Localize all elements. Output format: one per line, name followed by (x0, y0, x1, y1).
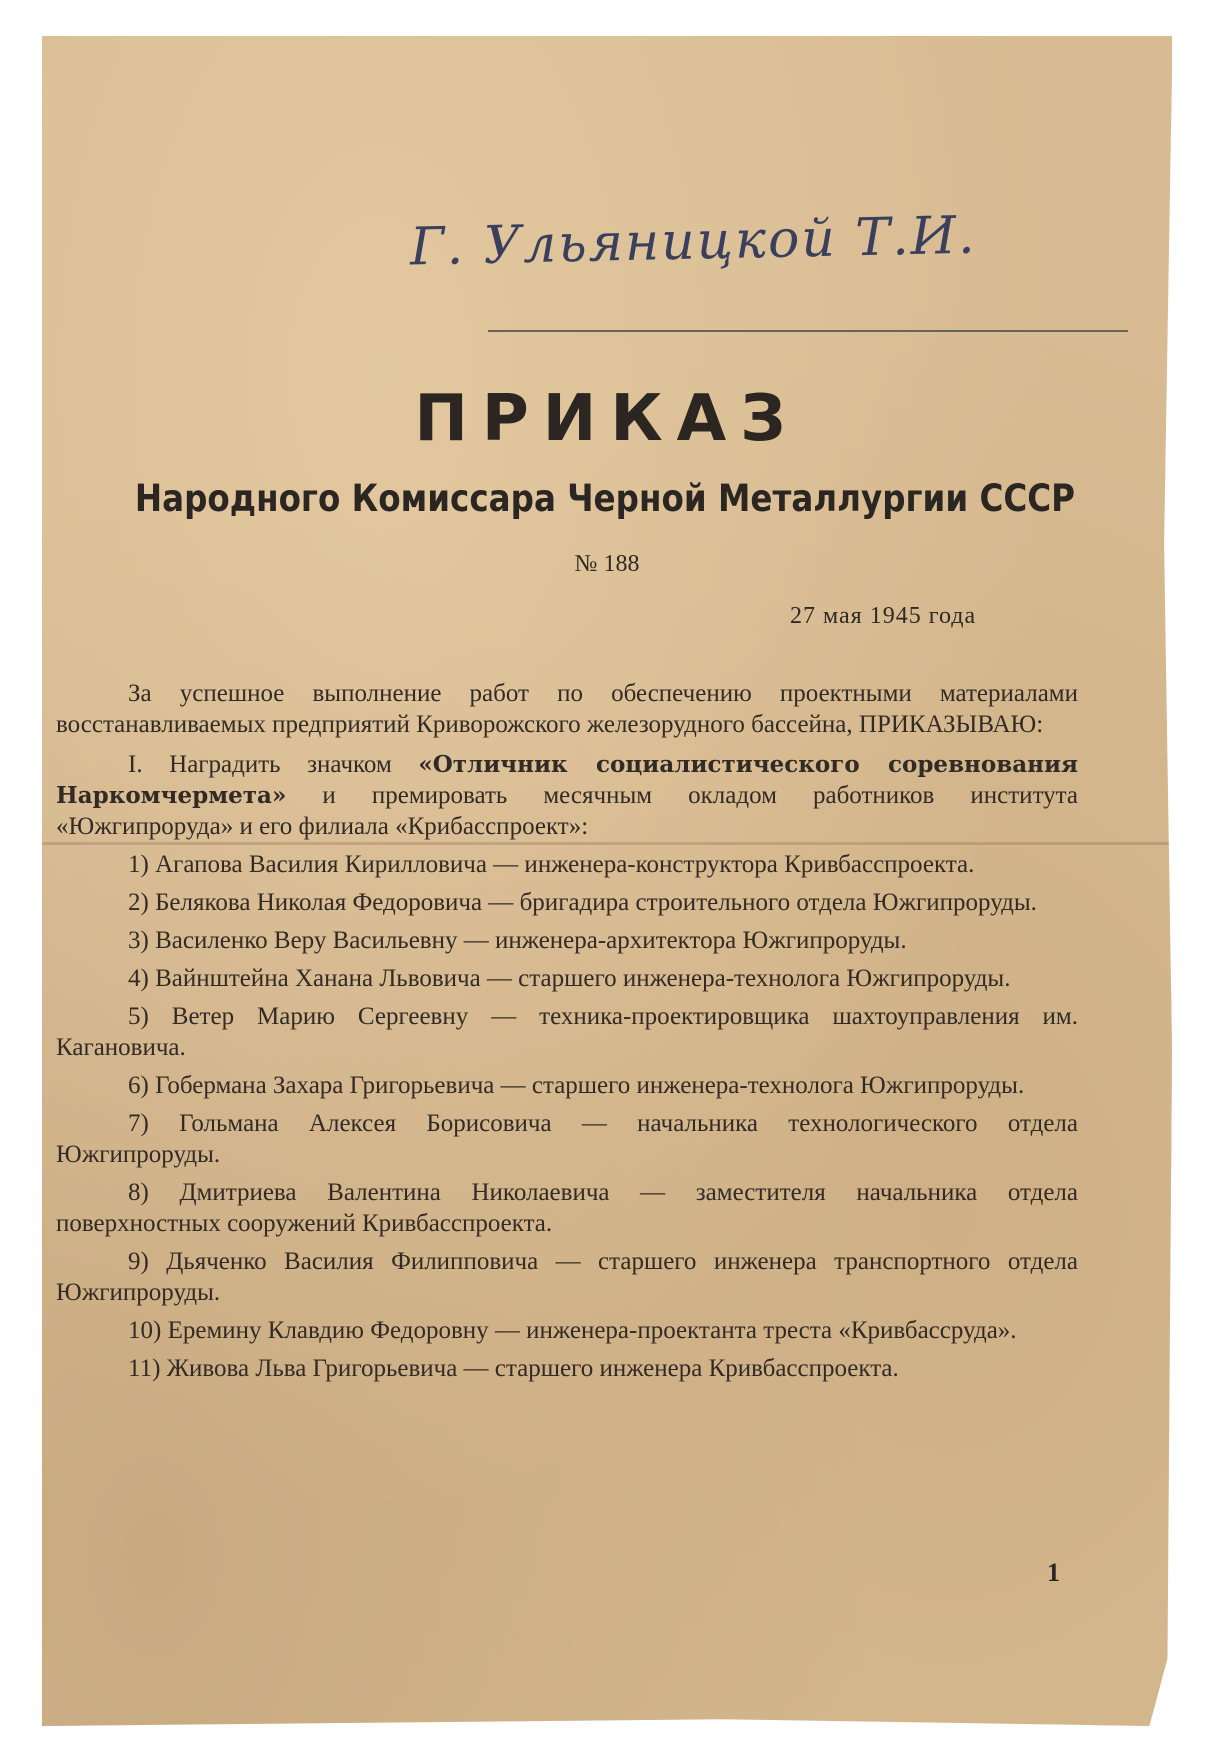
handwritten-underline (488, 330, 1128, 332)
list-item: 11) Живова Льва Григорьевича — старшего инженера Кривбасспроекта. (128, 1355, 899, 1382)
list-item: 9) Дьяченко Василия Филипповича — старшего инженера транспортного отдела Южгипроруды. (56, 1248, 1078, 1306)
intro-paragraph: За успешное выполнение работ по обеспечению проектными материалами восстанавливаемых предприятий Криворожского железорудного бассейна, ПРИКАЗЫВАЮ: (56, 680, 1078, 738)
list-item: 10) Еремину Клавдию Федоровну — инженера-проектанта треста «Кривбассруда». (128, 1317, 1017, 1344)
document-body (56, 678, 1078, 1384)
list-item: 6) Гобермана Захара Григорьевича — старшего инженера-технолога Южгипроруды. (128, 1072, 1025, 1099)
list-item: 7) Гольмана Алексея Борисовича — начальника технологического отдела Южгипроруды. (56, 1110, 1078, 1168)
point-one-suffix: и премировать месячным окладом работников института «Южгипроруда» и его филиала «Крибасспроект»: (56, 782, 1078, 840)
list-item: 8) Дмитриева Валентина Николаевича — заместителя начальника отдела поверхностных сооружений Кривбасспроекта. (56, 1179, 1078, 1237)
order-date: 27 мая 1945 года (790, 603, 977, 629)
list-item: 3) Василенко Веру Васильевну — инженера-архитектора Южгипроруды. (128, 927, 907, 954)
order-number: № 188 (574, 551, 640, 577)
page-number: 1 (1047, 1558, 1060, 1587)
document-title: ПРИКАЗ (414, 382, 800, 456)
list-item: 1) Агапова Василия Кирилловича — инженера-конструктора Кривбасспроекта. (128, 851, 975, 878)
point-one-paragraph (56, 749, 1078, 842)
award-name: «Отличник социалистического соревнования Наркомчермета» (56, 751, 1078, 809)
list-item: 2) Белякова Николая Федоровича — бригадира строительного отдела Южгипроруды. (128, 889, 1037, 916)
list-item: 4) Вайнштейна Ханана Львовича — старшего инженера-технолога Южгипроруды. (128, 965, 1011, 992)
document-subtitle: Народного Комиссара Черной Металлургии СССР (134, 477, 1076, 520)
handwritten-note: Г. Ульяницкой Т.И. (409, 205, 978, 278)
list-item: 5) Ветер Марию Сергеевну — техника-проектировщика шахтоуправления им. Кагановича. (56, 1003, 1078, 1061)
point-one-prefix: I. Наградить значком (128, 751, 419, 778)
